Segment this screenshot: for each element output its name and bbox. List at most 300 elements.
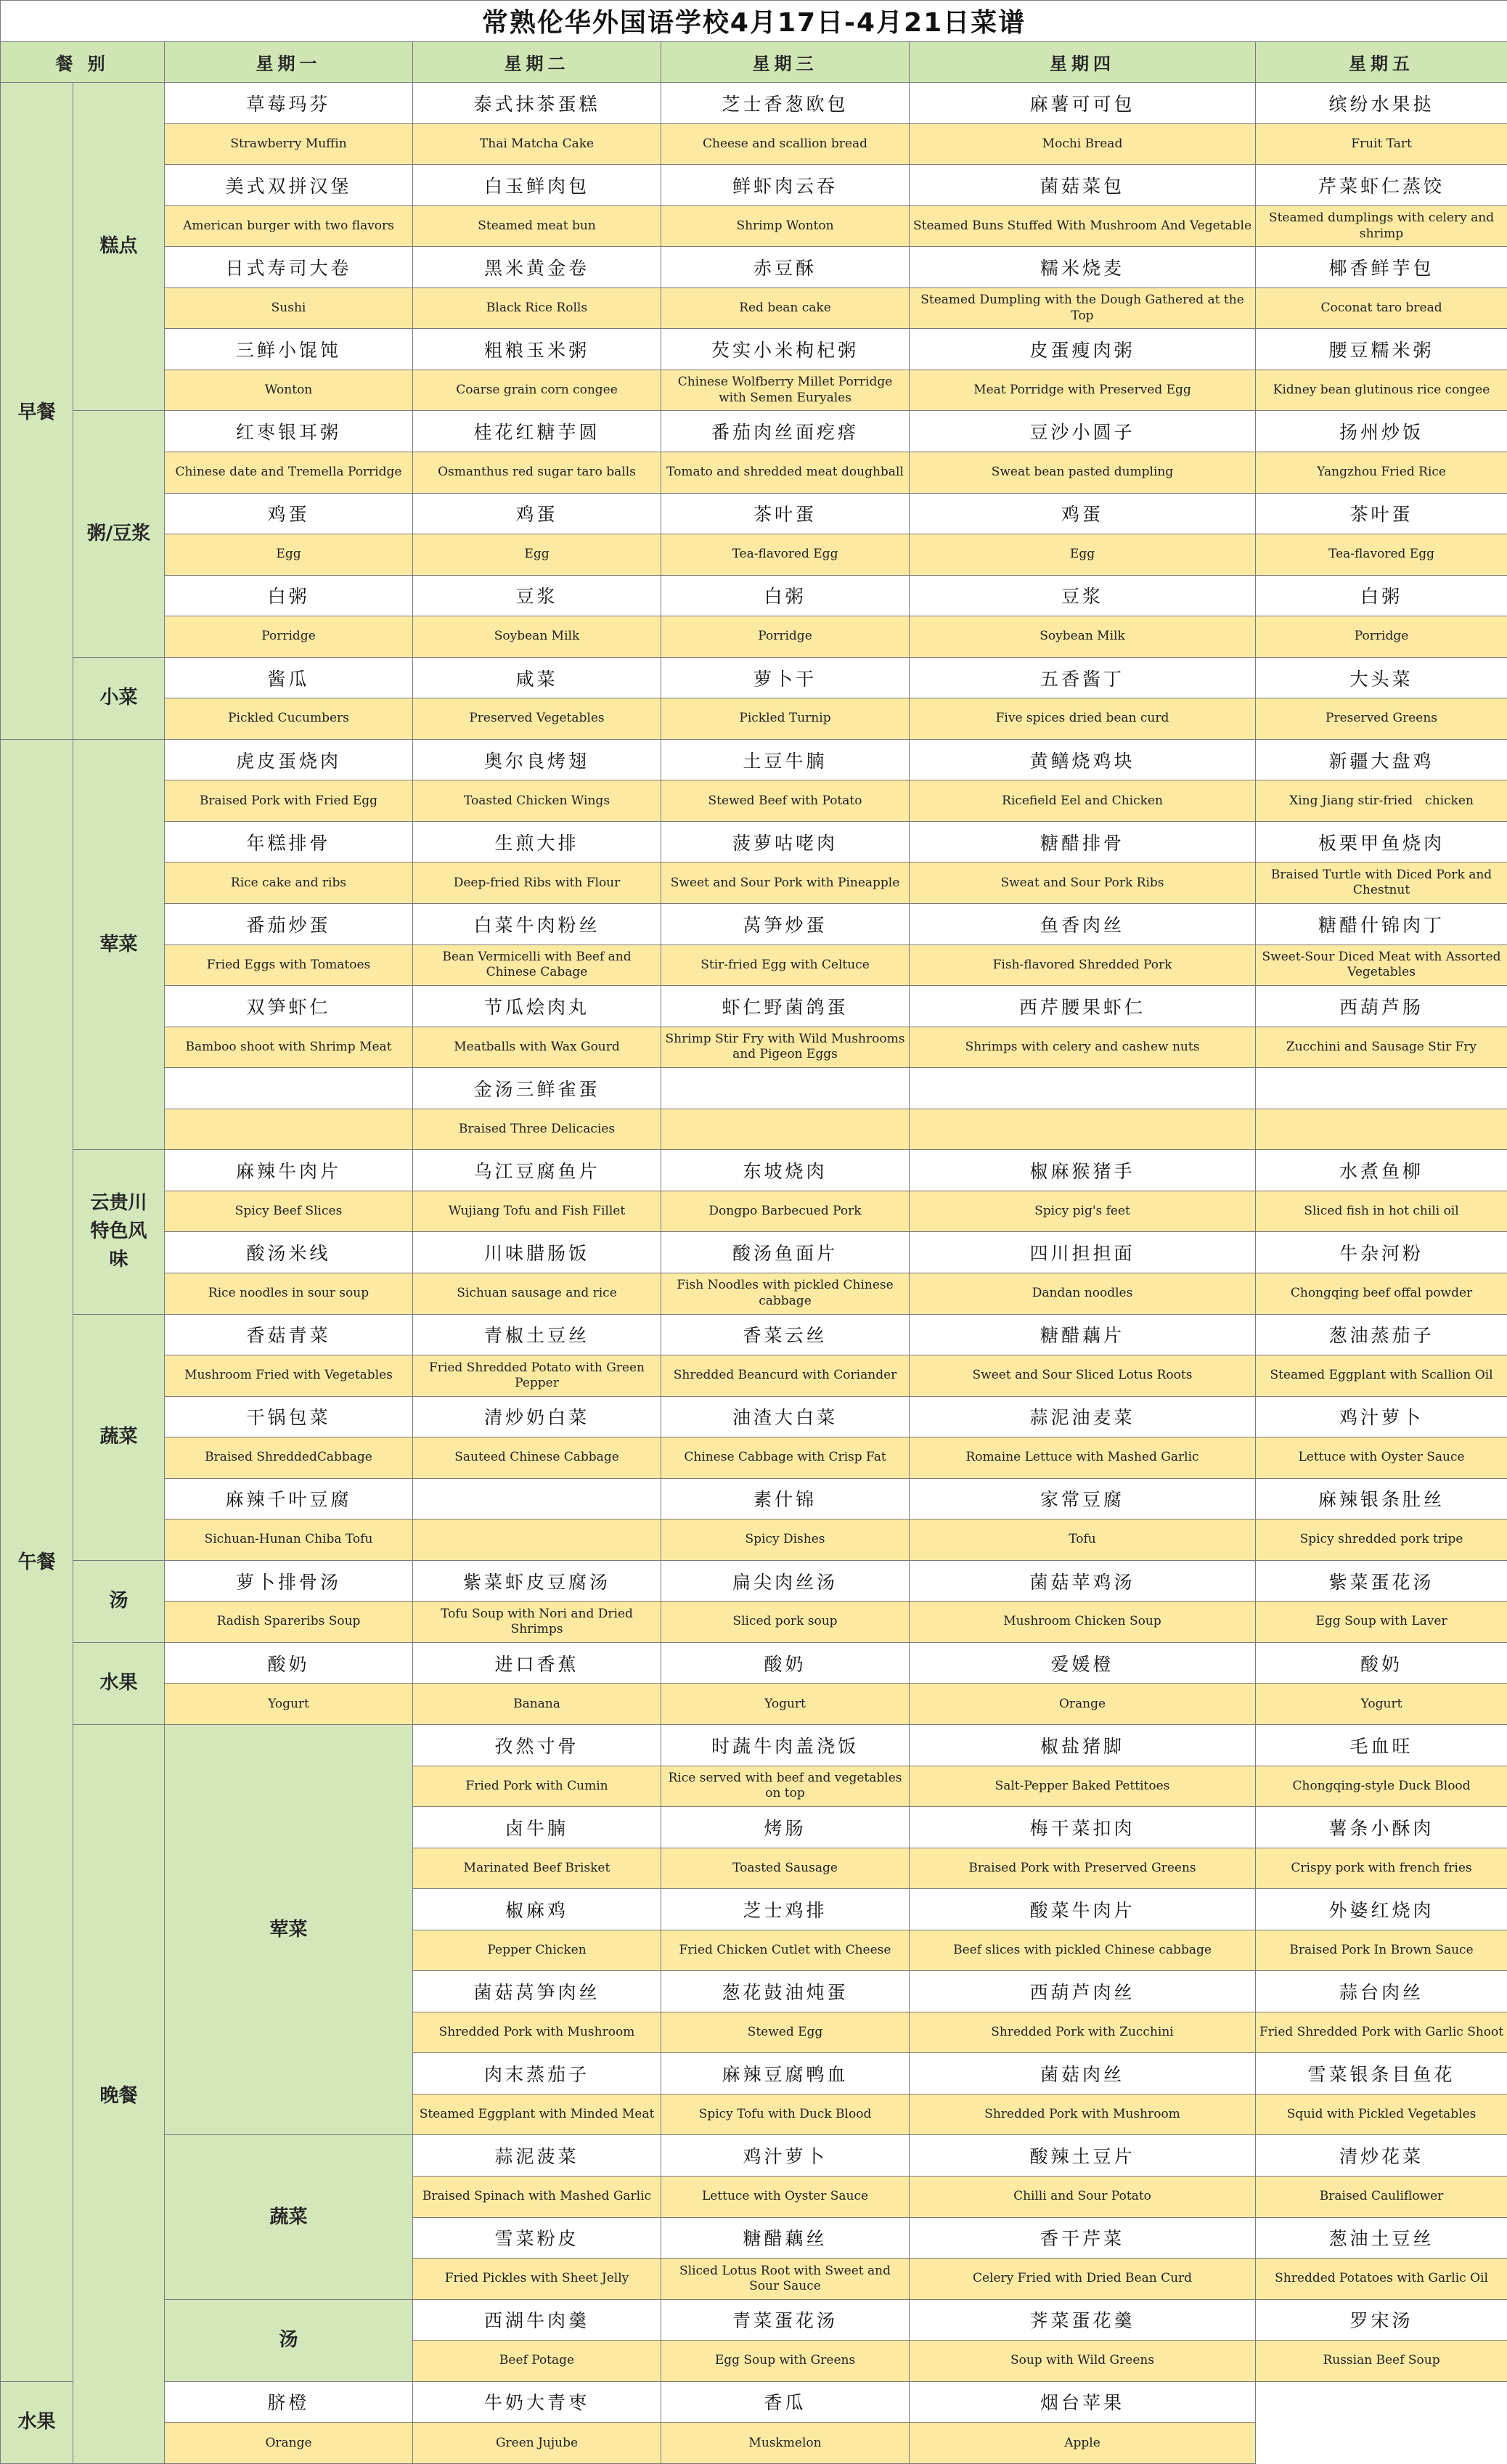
dish-name-zh-monday: 蒜泥菠菜 (413, 2135, 661, 2177)
category-label: 汤 (73, 1560, 165, 1642)
dish-name-zh-thursday: 菌菇苹鸡汤 (910, 1560, 1256, 1602)
dish-name-zh-tuesday: 泰式抹茶蛋糕 (413, 83, 661, 124)
dish-name-en-friday: Lettuce with Oyster Sauce (1256, 1437, 1507, 1479)
dish-row-en (1, 1273, 1507, 1314)
dish-name-en-monday: Pickled Cucumbers (165, 698, 413, 740)
dish-row-en (1, 780, 1507, 822)
dish-name-en-tuesday: Rice served with beef and vegetables on top (661, 1766, 910, 1807)
dish-name-zh-wednesday: 酸奶 (661, 1642, 910, 1684)
dish-name-en-wednesday: Pickled Turnip (661, 698, 910, 740)
meal-label-dinner: 晚餐 (73, 1724, 165, 2463)
category-label: 汤 (165, 2299, 413, 2381)
dish-name-en-monday: Orange (165, 2423, 413, 2464)
dish-name-zh-tuesday: 糖醋藕丝 (661, 2217, 910, 2259)
dish-name-zh-tuesday: 奥尔良烤翅 (413, 739, 661, 780)
dish-name-zh-monday: 双笋虾仁 (165, 986, 413, 1027)
dish-row-en (1, 534, 1507, 576)
dish-name-en-monday: Beef Potage (413, 2341, 661, 2382)
dish-row-zh (1, 1396, 1507, 1437)
dish-name-en-monday: Mushroom Fried with Vegetables (165, 1355, 413, 1397)
dish-row-en (1, 698, 1507, 740)
dish-name-en-monday: Rice cake and ribs (165, 862, 413, 904)
dish-name-zh-thursday: 四川担担面 (910, 1232, 1256, 1273)
dish-name-zh-thursday: 糯米烧麦 (910, 247, 1256, 288)
dish-name-zh-tuesday: 时蔬牛肉盖浇饭 (661, 1724, 910, 1766)
dish-name-zh-thursday: 椒麻猴猪手 (910, 1150, 1256, 1191)
dish-name-en-thursday: Fish-flavored Shredded Pork (910, 945, 1256, 986)
dish-name-en-thursday: Sweet and Sour Sliced Lotus Roots (910, 1355, 1256, 1397)
dish-name-zh-friday: 酸奶 (1256, 1642, 1507, 1684)
dish-name-zh-tuesday: 清炒奶白菜 (413, 1396, 661, 1437)
dish-name-en-tuesday: Sichuan sausage and rice (413, 1273, 661, 1314)
dish-name-zh-thursday: 葱油土豆丝 (1256, 2217, 1507, 2259)
dish-name-en-monday: Spicy Beef Slices (165, 1191, 413, 1232)
dish-name-zh-monday: 孜然寸骨 (413, 1724, 661, 1766)
dish-name-en-thursday: Crispy pork with french fries (1256, 1848, 1507, 1889)
dish-name-en-thursday: Five spices dried bean curd (910, 698, 1256, 740)
dish-name-zh-thursday: 糖醋藕片 (910, 1314, 1256, 1355)
dish-name-zh-tuesday: 鸡蛋 (413, 493, 661, 534)
header-meal-label: 餐 别 (1, 41, 165, 83)
dish-name-zh-monday: 雪菜粉皮 (413, 2217, 661, 2259)
dish-name-en-monday: Sushi (165, 287, 413, 329)
dish-name-en-wednesday: Shrimp Stir Fry with Wild Mushrooms and Pigeon Eggs (661, 1027, 910, 1068)
dish-name-zh-thursday: 蒜台肉丝 (1256, 1971, 1507, 2012)
page-title: 常熟伦华外国语学校4月17日-4月21日菜谱 (1, 1, 1507, 42)
dish-row-zh (1, 821, 1507, 862)
dish-name-zh-monday: 酱瓜 (165, 657, 413, 698)
dish-name-en-wednesday: Celery Fried with Dried Bean Curd (910, 2259, 1256, 2300)
dish-name-zh-friday: 腰豆糯米粥 (1256, 329, 1507, 370)
dish-row-en (1, 616, 1507, 658)
dish-name-zh-friday: 白粥 (1256, 575, 1507, 616)
dish-name-en-friday: Coconat taro bread (1256, 287, 1507, 329)
dish-name-zh-tuesday: 青菜蛋花汤 (661, 2299, 910, 2341)
dish-name-en-wednesday: Braised Pork with Preserved Greens (910, 1848, 1256, 1889)
dish-name-zh-monday: 酸汤米线 (165, 1232, 413, 1273)
dish-name-zh-wednesday: 番茄肉丝面疙瘩 (661, 411, 910, 452)
dish-name-en-monday: Shredded Pork with Mushroom (413, 2012, 661, 2053)
category-label: 蔬菜 (73, 1314, 165, 1560)
dish-row-zh (1, 165, 1507, 206)
dish-name-en-wednesday: Yogurt (661, 1684, 910, 1725)
dish-name-zh-tuesday: 麻辣豆腐鸭血 (661, 2053, 910, 2094)
dish-row-zh (1, 657, 1507, 698)
dish-name-en-friday: Tea-flavored Egg (1256, 534, 1507, 576)
dish-row-zh (1, 1724, 1507, 1766)
dish-name-en-thursday: Shredded Potatoes with Garlic Oil (1256, 2259, 1507, 2300)
dish-name-en-tuesday: Wujiang Tofu and Fish Fillet (413, 1191, 661, 1232)
dish-name-zh-thursday: 麻薯可可包 (910, 83, 1256, 124)
dish-name-en-tuesday: Preserved Vegetables (413, 698, 661, 740)
dish-name-zh-wednesday: 土豆牛腩 (661, 739, 910, 780)
dish-name-en-tuesday: Banana (413, 1684, 661, 1725)
dish-name-zh-monday: 肉末蒸茄子 (413, 2053, 661, 2094)
category-label: 水果 (73, 1642, 165, 1724)
dish-name-en-monday: Braised Pork with Fried Egg (165, 780, 413, 822)
dish-name-zh-monday: 白粥 (165, 575, 413, 616)
dish-name-zh-tuesday (413, 1478, 661, 1519)
dish-name-zh-wednesday: 虾仁野菌鸽蛋 (661, 986, 910, 1027)
dish-row-zh (1, 739, 1507, 780)
dish-name-en-wednesday (661, 1109, 910, 1150)
dish-name-en-thursday: Soybean Milk (910, 616, 1256, 658)
dish-name-zh-tuesday: 川味腊肠饭 (413, 1232, 661, 1273)
dish-name-en-monday: Chinese date and Tremella Porridge (165, 452, 413, 494)
dish-name-zh-tuesday: 葱花鼓油炖蛋 (661, 1971, 910, 2012)
dish-name-en-wednesday: Muskmelon (661, 2423, 910, 2464)
dish-name-en-tuesday: Tofu Soup with Nori and Dried Shrimps (413, 1602, 661, 1643)
dish-name-en-friday: Egg Soup with Laver (1256, 1602, 1507, 1643)
dish-name-en-wednesday: Sweet and Sour Pork with Pineapple (661, 862, 910, 904)
dish-name-zh-wednesday: 东坡烧肉 (661, 1150, 910, 1191)
dish-row-zh (1, 1478, 1507, 1519)
dish-name-en-tuesday: Steamed meat bun (413, 205, 661, 247)
dish-name-en-wednesday: Spicy Dishes (661, 1519, 910, 1561)
dish-row-en (1, 287, 1507, 329)
dish-name-zh-thursday: 家常豆腐 (910, 1478, 1256, 1519)
dish-name-en-wednesday: Chinese Wolfberry Millet Porridge with Semen Euryales (661, 370, 910, 411)
dish-name-en-wednesday: Red bean cake (661, 287, 910, 329)
dish-name-zh-friday: 麻辣银条肚丝 (1256, 1478, 1507, 1519)
dish-row-zh (1, 2135, 1507, 2177)
dish-row-zh (1, 411, 1507, 452)
dish-row-en (1, 2423, 1507, 2464)
dish-name-en-tuesday: Osmanthus red sugar taro balls (413, 452, 661, 494)
dish-name-zh-friday (1256, 1068, 1507, 1109)
dish-name-en-friday: Xing Jiang stir-fried chicken (1256, 780, 1507, 822)
dish-name-zh-wednesday: 扁尖肉丝汤 (661, 1560, 910, 1602)
dish-name-en-friday: Yangzhou Fried Rice (1256, 452, 1507, 494)
dish-name-en-tuesday: Deep-fried Ribs with Flour (413, 862, 661, 904)
dish-name-zh-friday: 椰香鲜芋包 (1256, 247, 1507, 288)
header-day-thursday: 星期四 (910, 41, 1256, 83)
dish-name-en-wednesday: Porridge (661, 616, 910, 658)
dish-name-zh-thursday: 西芹腰果虾仁 (910, 986, 1256, 1027)
dish-name-en-friday: Braised Turtle with Diced Pork and Chestnut (1256, 862, 1507, 904)
dish-name-en-monday: Braised ShreddedCabbage (165, 1437, 413, 1479)
dish-name-en-wednesday: Fish Noodles with pickled Chinese cabbage (661, 1273, 910, 1314)
dish-name-en-monday: Steamed Eggplant with Minded Meat (413, 2094, 661, 2135)
dish-name-en-tuesday (413, 1519, 661, 1561)
dish-name-en-wednesday: Cheese and scallion bread (661, 123, 910, 165)
dish-name-en-thursday: Sweat bean pasted dumpling (910, 452, 1256, 494)
dish-name-en-tuesday: Sauteed Chinese Cabbage (413, 1437, 661, 1479)
category-label: 荤菜 (165, 1724, 413, 2134)
dish-name-en-tuesday: Egg Soup with Greens (661, 2341, 910, 2382)
dish-name-zh-tuesday: 咸菜 (413, 657, 661, 698)
dish-name-en-thursday: Fried Shredded Pork with Garlic Shoot (1256, 2012, 1507, 2053)
dish-name-en-friday: Kidney bean glutinous rice congee (1256, 370, 1507, 411)
dish-name-en-thursday: Braised Pork In Brown Sauce (1256, 1930, 1507, 1971)
dish-name-zh-thursday: 罗宋汤 (1256, 2299, 1507, 2341)
dish-row-zh (1, 1232, 1507, 1273)
category-label: 小菜 (73, 657, 165, 739)
dish-name-en-monday: Rice noodles in sour soup (165, 1273, 413, 1314)
dish-name-zh-monday (165, 1068, 413, 1109)
dish-name-zh-thursday: 鱼香肉丝 (910, 904, 1256, 945)
dish-name-zh-monday: 麻辣千叶豆腐 (165, 1478, 413, 1519)
dish-name-zh-tuesday: 烤肠 (661, 1807, 910, 1848)
dish-name-zh-monday: 鸡蛋 (165, 493, 413, 534)
dish-row-en (1, 1191, 1507, 1232)
dish-name-en-friday: Spicy shredded pork tripe (1256, 1519, 1507, 1561)
dish-row-en (1, 123, 1507, 165)
dish-name-zh-tuesday: 白玉鲜肉包 (413, 165, 661, 206)
dish-name-zh-monday: 菌菇莴笋肉丝 (413, 1971, 661, 2012)
dish-name-zh-monday: 香菇青菜 (165, 1314, 413, 1355)
dish-name-zh-friday: 新疆大盘鸡 (1256, 739, 1507, 780)
dish-name-zh-monday: 番茄炒蛋 (165, 904, 413, 945)
dish-name-en-monday: Fried Eggs with Tomatoes (165, 945, 413, 986)
dish-name-en-tuesday: Egg (413, 534, 661, 576)
dish-row-zh (1, 1068, 1507, 1109)
dish-name-zh-thursday: 毛血旺 (1256, 1724, 1507, 1766)
dish-name-en-wednesday: Tomato and shredded meat doughball (661, 452, 910, 494)
dish-name-zh-thursday: 皮蛋瘦肉粥 (910, 329, 1256, 370)
dish-name-en-tuesday: Fried Chicken Cutlet with Cheese (661, 1930, 910, 1971)
dish-name-zh-friday: 紫菜蛋花汤 (1256, 1560, 1507, 1602)
dish-name-en-monday: Egg (165, 534, 413, 576)
dish-name-en-thursday: Chongqing-style Duck Blood (1256, 1766, 1507, 1807)
dish-name-en-wednesday: Shredded Beancurd with Coriander (661, 1355, 910, 1397)
dish-name-zh-thursday: 黄鳝烧鸡块 (910, 739, 1256, 780)
dish-name-en-thursday: Mochi Bread (910, 123, 1256, 165)
dish-name-en-wednesday: Stir-fried Egg with Celtuce (661, 945, 910, 986)
dish-name-en-friday: Fruit Tart (1256, 123, 1507, 165)
dish-name-zh-tuesday: 乌江豆腐鱼片 (413, 1150, 661, 1191)
dish-name-en-monday: Braised Spinach with Mashed Garlic (413, 2176, 661, 2217)
dish-name-zh-friday: 板栗甲鱼烧肉 (1256, 821, 1507, 862)
dish-row-zh (1, 247, 1507, 288)
dish-name-en-thursday: Steamed Dumpling with the Dough Gathered at the Top (910, 287, 1256, 329)
dish-row-en (1, 1437, 1507, 1479)
dish-name-zh-thursday: 豆沙小圆子 (910, 411, 1256, 452)
dish-name-zh-wednesday: 酸汤鱼面片 (661, 1232, 910, 1273)
dish-name-zh-friday: 葱油蒸茄子 (1256, 1314, 1507, 1355)
dish-name-en-thursday: Tofu (910, 1519, 1256, 1561)
dish-name-zh-monday: 卤牛腩 (413, 1807, 661, 1848)
dish-name-en-tuesday: Black Rice Rolls (413, 287, 661, 329)
dish-name-en-monday: American burger with two flavors (165, 205, 413, 247)
dish-name-zh-wednesday: 茶叶蛋 (661, 493, 910, 534)
dish-name-zh-tuesday: 桂花红糖芋圆 (413, 411, 661, 452)
dish-name-zh-thursday: 糖醋排骨 (910, 821, 1256, 862)
dish-name-en-thursday: Ricefield Eel and Chicken (910, 780, 1256, 822)
dish-name-zh-wednesday: 油渣大白菜 (661, 1396, 910, 1437)
dish-name-en-wednesday: Shredded Pork with Mushroom (910, 2094, 1256, 2135)
dish-name-zh-friday: 鸡汁萝卜 (1256, 1396, 1507, 1437)
dish-name-zh-wednesday: 酸辣土豆片 (910, 2135, 1256, 2177)
dish-name-en-monday: Marinated Beef Brisket (413, 1848, 661, 1889)
dish-name-zh-thursday: 五香酱丁 (910, 657, 1256, 698)
dish-name-zh-thursday: 清炒花菜 (1256, 2135, 1507, 2177)
dish-name-en-thursday: Romaine Lettuce with Mashed Garlic (910, 1437, 1256, 1479)
dish-name-en-thursday: Orange (910, 1684, 1256, 1725)
dish-name-zh-thursday: 菌菇菜包 (910, 165, 1256, 206)
dish-name-zh-wednesday: 芡实小米枸杞粥 (661, 329, 910, 370)
dish-name-zh-wednesday: 香干芹菜 (910, 2217, 1256, 2259)
dish-name-en-wednesday: Beef slices with pickled Chinese cabbage (910, 1930, 1256, 1971)
dish-name-en-wednesday: Sliced pork soup (661, 1602, 910, 1643)
dish-name-zh-tuesday: 紫菜虾皮豆腐汤 (413, 1560, 661, 1602)
dish-name-zh-tuesday: 鸡汁萝卜 (661, 2135, 910, 2177)
dish-name-zh-wednesday: 梅干菜扣肉 (910, 1807, 1256, 1848)
dish-row-en (1, 945, 1507, 986)
dish-name-zh-wednesday: 白粥 (661, 575, 910, 616)
dish-name-en-tuesday: Fried Shredded Potato with Green Pepper (413, 1355, 661, 1397)
dish-name-en-monday: Porridge (165, 616, 413, 658)
dish-name-en-friday: Steamed Eggplant with Scallion Oil (1256, 1355, 1507, 1397)
dish-name-en-thursday: Russian Beef Soup (1256, 2341, 1507, 2382)
dish-name-zh-tuesday: 芝士鸡排 (661, 1889, 910, 1930)
dish-row-en (1, 1027, 1507, 1068)
dish-name-en-friday: Preserved Greens (1256, 698, 1507, 740)
dish-name-en-wednesday: Tea-flavored Egg (661, 534, 910, 576)
category-label: 糕点 (73, 83, 165, 411)
dish-name-zh-wednesday: 菌菇肉丝 (910, 2053, 1256, 2094)
dish-name-en-monday: Bamboo shoot with Shrimp Meat (165, 1027, 413, 1068)
dish-name-en-tuesday: Bean Vermicelli with Beef and Chinese Cabage (413, 945, 661, 986)
dish-name-zh-wednesday: 素什锦 (661, 1478, 910, 1519)
dish-name-zh-monday: 虎皮蛋烧肉 (165, 739, 413, 780)
dish-name-zh-thursday: 豆浆 (910, 575, 1256, 616)
dish-name-en-monday: Sichuan-Hunan Chiba Tofu (165, 1519, 413, 1561)
dish-name-en-tuesday: Braised Three Delicacies (413, 1109, 661, 1150)
category-label: 水果 (1, 2381, 73, 2463)
dish-row-zh (1, 904, 1507, 945)
dish-name-en-friday: Sliced fish in hot chili oil (1256, 1191, 1507, 1232)
dish-row-en (1, 862, 1507, 904)
dish-row-en (1, 452, 1507, 494)
dish-name-en-friday: Porridge (1256, 616, 1507, 658)
dish-name-zh-friday: 缤纷水果挞 (1256, 83, 1507, 124)
dish-name-en-tuesday: Toasted Sausage (661, 1848, 910, 1889)
dish-name-en-tuesday: Meatballs with Wax Gourd (413, 1027, 661, 1068)
dish-name-en-friday: Sweet-Sour Diced Meat with Assorted Vegetables (1256, 945, 1507, 986)
dish-name-zh-thursday: 雪菜银条目鱼花 (1256, 2053, 1507, 2094)
dish-name-en-wednesday: Soup with Wild Greens (910, 2341, 1256, 2382)
dish-name-en-friday: Zucchini and Sausage Stir Fry (1256, 1027, 1507, 1068)
dish-name-zh-tuesday: 豆浆 (413, 575, 661, 616)
dish-name-en-tuesday: Lettuce with Oyster Sauce (661, 2176, 910, 2217)
dish-name-zh-wednesday: 酸菜牛肉片 (910, 1889, 1256, 1930)
dish-name-zh-friday: 牛杂河粉 (1256, 1232, 1507, 1273)
dish-row-zh (1, 2299, 1507, 2341)
dish-name-zh-wednesday: 西葫芦肉丝 (910, 1971, 1256, 2012)
dish-row-zh (1, 1560, 1507, 1602)
header-day-friday: 星期五 (1256, 41, 1507, 83)
dish-name-en-friday: Steamed dumplings with celery and shrimp (1256, 205, 1507, 247)
dish-name-zh-wednesday: 赤豆酥 (661, 247, 910, 288)
dish-name-en-thursday: Mushroom Chicken Soup (910, 1602, 1256, 1643)
dish-name-en-tuesday: Spicy Tofu with Duck Blood (661, 2094, 910, 2135)
dish-row-en (1, 1602, 1507, 1643)
dish-name-zh-wednesday: 菠萝咕咾肉 (661, 821, 910, 862)
dish-name-zh-tuesday: 黑米黄金卷 (413, 247, 661, 288)
dish-name-zh-monday: 西湖牛肉羹 (413, 2299, 661, 2341)
dish-name-zh-monday: 萝卜排骨汤 (165, 1560, 413, 1602)
dish-name-zh-friday: 芹菜虾仁蒸饺 (1256, 165, 1507, 206)
dish-name-zh-friday: 大头菜 (1256, 657, 1507, 698)
dish-name-en-tuesday: Soybean Milk (413, 616, 661, 658)
dish-name-en-tuesday: Toasted Chicken Wings (413, 780, 661, 822)
dish-name-en-wednesday: Dongpo Barbecued Pork (661, 1191, 910, 1232)
dish-name-zh-wednesday: 莴笋炒蛋 (661, 904, 910, 945)
dish-name-en-thursday: Spicy pig's feet (910, 1191, 1256, 1232)
dish-name-zh-thursday: 薯条小酥肉 (1256, 1807, 1507, 1848)
category-label: 荤菜 (73, 739, 165, 1149)
category-label: 云贵川特色风味 (73, 1150, 165, 1314)
dish-row-zh (1, 83, 1507, 124)
dish-name-en-thursday: Shrimps with celery and cashew nuts (910, 1027, 1256, 1068)
dish-name-en-tuesday: Thai Matcha Cake (413, 123, 661, 165)
dish-name-en-wednesday: Chilli and Sour Potato (910, 2176, 1256, 2217)
dish-name-zh-tuesday: 生煎大排 (413, 821, 661, 862)
dish-name-en-friday: Chongqing beef offal powder (1256, 1273, 1507, 1314)
dish-name-zh-tuesday: 白菜牛肉粉丝 (413, 904, 661, 945)
dish-name-zh-thursday: 鸡蛋 (910, 493, 1256, 534)
dish-name-en-thursday: Sweat and Sour Pork Ribs (910, 862, 1256, 904)
dish-name-zh-thursday (910, 1068, 1256, 1109)
dish-name-zh-monday: 草莓玛芬 (165, 83, 413, 124)
dish-row-zh (1, 1150, 1507, 1191)
dish-name-zh-monday: 年糕排骨 (165, 821, 413, 862)
dish-name-zh-friday: 茶叶蛋 (1256, 493, 1507, 534)
dish-name-zh-wednesday: 萝卜干 (661, 657, 910, 698)
dish-name-en-wednesday: Salt-Pepper Baked Pettitoes (910, 1766, 1256, 1807)
dish-row-en (1, 1355, 1507, 1397)
dish-name-zh-monday: 美式双拼汉堡 (165, 165, 413, 206)
dish-name-zh-monday: 脐橙 (165, 2381, 413, 2423)
dish-name-zh-friday: 糖醋什锦肉丁 (1256, 904, 1507, 945)
dish-name-en-monday: Fried Pork with Cumin (413, 1766, 661, 1807)
dish-name-en-monday: Fried Pickles with Sheet Jelly (413, 2259, 661, 2300)
dish-name-zh-tuesday: 青椒土豆丝 (413, 1314, 661, 1355)
dish-name-zh-monday: 酸奶 (165, 1642, 413, 1684)
dish-name-en-monday: Wonton (165, 370, 413, 411)
dish-name-en-friday: Yogurt (1256, 1684, 1507, 1725)
dish-name-en-thursday (910, 1109, 1256, 1150)
dish-name-zh-monday: 椒麻鸡 (413, 1889, 661, 1930)
dish-name-zh-wednesday: 香瓜 (661, 2381, 910, 2423)
dish-name-zh-wednesday: 鲜虾肉云吞 (661, 165, 910, 206)
dish-name-zh-wednesday: 香菜云丝 (661, 1314, 910, 1355)
dish-row-en (1, 1684, 1507, 1725)
meal-label-lunch: 午餐 (1, 739, 73, 2381)
dish-name-zh-wednesday (661, 1068, 910, 1109)
category-label: 粥/豆浆 (73, 411, 165, 657)
dish-name-en-monday (165, 1109, 413, 1150)
dish-name-zh-thursday: 外婆红烧肉 (1256, 1889, 1507, 1930)
dish-name-en-monday: Strawberry Muffin (165, 123, 413, 165)
dish-row-zh (1, 575, 1507, 616)
dish-name-en-monday: Pepper Chicken (413, 1930, 661, 1971)
dish-name-en-thursday: Egg (910, 534, 1256, 576)
dish-name-en-thursday: Squid with Pickled Vegetables (1256, 2094, 1507, 2135)
header-day-tuesday: 星期二 (413, 41, 661, 83)
dish-name-zh-friday: 西葫芦肠 (1256, 986, 1507, 1027)
dish-row-zh (1, 493, 1507, 534)
dish-name-zh-wednesday: 荠菜蛋花羹 (910, 2299, 1256, 2341)
dish-row-en (1, 205, 1507, 247)
dish-name-en-wednesday: Chinese Cabbage with Crisp Fat (661, 1437, 910, 1479)
dish-name-en-tuesday: Sliced Lotus Root with Sweet and Sour Sauce (661, 2259, 910, 2300)
dish-name-en-wednesday: Shredded Pork with Zucchini (910, 2012, 1256, 2053)
dish-name-zh-monday: 干锅包菜 (165, 1396, 413, 1437)
dish-name-en-thursday: Braised Cauliflower (1256, 2176, 1507, 2217)
dish-name-en-friday (1256, 1109, 1507, 1150)
